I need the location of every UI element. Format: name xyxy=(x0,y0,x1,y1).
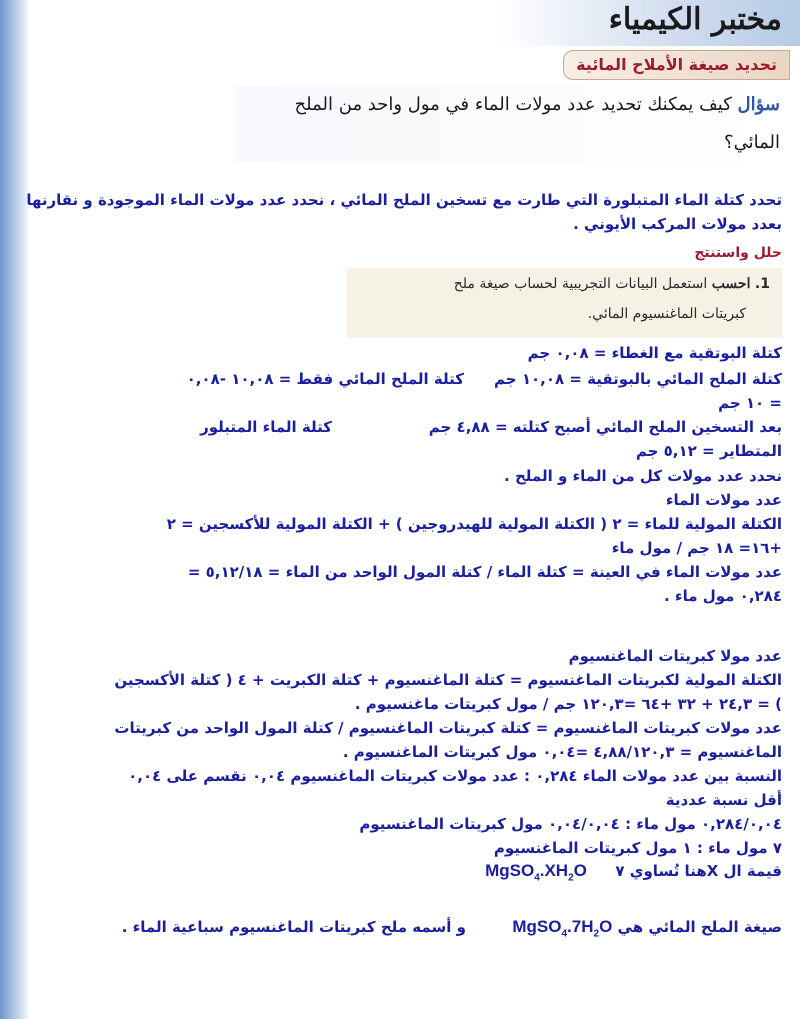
step-1-line-2: كبريتات الماغنسيوم المائي. xyxy=(587,306,746,322)
step-number: 1. xyxy=(754,276,770,292)
solution-line: النسبة بين عدد مولات الماء ٠,٢٨٤ : عدد مولات كبريتات الماغنسيوم ٠,٠٤ نقسم على ٠,٠٤ xyxy=(128,767,782,785)
solution-line: بعد التسخين الملح المائي أصبح كتلته = ٤,٨٨ جم xyxy=(428,418,782,436)
step-text-1: استعمل البيانات التجريبية لحساب صيغة ملح xyxy=(453,276,708,292)
question-label: سؤال xyxy=(737,94,780,115)
solution-line: الماغنسيوم = ٤,٨٨/١٢٠,٣ =٠,٠٤ مول كبريتات الماغنسيوم . xyxy=(342,743,782,761)
solution-line: كتلة الملح المائي فقط = ١٠,٠٨ -٠,٠٨ xyxy=(186,370,464,388)
solution-line: ٠,٢٨٤ مول ماء . xyxy=(664,587,782,605)
solution-line: المتطاير = ٥,١٢ جم xyxy=(635,442,782,460)
final-formula-line xyxy=(122,917,782,939)
general-formula-line xyxy=(485,861,782,883)
analyze-heading: حلل واستنتج xyxy=(694,245,782,261)
solution-line: كتلة الماء المتبلور xyxy=(200,418,332,436)
final-prefix: صيغة الملح المائي هي xyxy=(617,918,782,936)
solution-line: عدد مولا كبريتات الماغنسيوم xyxy=(568,647,782,665)
solution-line: كتلة الملح المائي بالبوتقية = ١٠,٠٨ جم xyxy=(494,370,782,388)
solution-line: +١٦= ١٨ جم / مول ماء xyxy=(611,539,782,557)
x-value-text: قيمة ال Xهنا تُساوي ٧ xyxy=(615,862,782,880)
final-suffix: و أسمه ملح كبريتات الماغنسيوم سباعية الماء . xyxy=(121,918,466,936)
solution-line: عدد مولات الماء في العينة = كتلة الماء / كتلة المول الواحد من الماء = ٥,١٢/١٨ = xyxy=(187,563,782,581)
intro-paragraph: تحدد كتلة الماء المتبلورة التي طارت مع تسخين الملح المائي ، نحدد عدد مولات الماء الموجودة و نقارنها بعدد مولات المركب الأيوني . xyxy=(26,191,782,233)
solution-line: = ١٠ جم xyxy=(718,394,782,412)
final-formula: $MgSO_4.7H_2O$ xyxy=(512,917,613,940)
page-title: مختبر الكيمياء xyxy=(608,2,782,37)
solution-line: ) = ٢٤,٣ + ٣٢ +٦٤ =١٢٠,٣ جم / مول كبريتات ماغنسيوم . xyxy=(354,695,782,713)
solution-line: الكتلة المولية للماء = ٢ ( الكتلة المولية للهيدروجين ) + الكتلة المولية للأكسجين = ٢ xyxy=(166,515,782,533)
step-verb: احسب xyxy=(711,276,751,292)
solution-line: نحدد عدد مولات كل من الماء و الملح . xyxy=(504,467,782,485)
solution-line: كتلة البوتقية مع الغطاء = ٠,٠٨ جم xyxy=(527,344,782,362)
solution-lines xyxy=(2,0,782,1019)
question-text: كيف يمكنك تحديد عدد مولات الماء في مول واحد من الملح المائي؟ xyxy=(294,94,780,153)
solution-line: أقل نسبة عددية xyxy=(665,791,782,809)
solution-line: عدد مولات الماء xyxy=(665,491,782,509)
solution-line: ٠,٢٨٤/٠,٠٤ مول ماء : ٠,٠٤/٠,٠٤ مول كبريتات الماغنسيوم xyxy=(359,815,782,833)
general-formula: $MgSO_4.XH_2O$ xyxy=(485,861,587,884)
solution-line: الكتلة المولية لكبريتات الماغنسيوم = كتلة الماغنسيوم + كتلة الكبريت + ٤ ( كتلة الأكسجين xyxy=(114,671,782,689)
solution-line: عدد مولات كبريتات الماغنسيوم = كتلة كبريتات الماغنسيوم / كتلة المول الواحد من كبريتات xyxy=(114,719,782,737)
section-subtitle: تحديد صيغة الأملاح المائية xyxy=(563,50,790,80)
solution-line: ٧ مول ماء : ١ مول كبريتات الماغنسيوم xyxy=(493,839,782,857)
